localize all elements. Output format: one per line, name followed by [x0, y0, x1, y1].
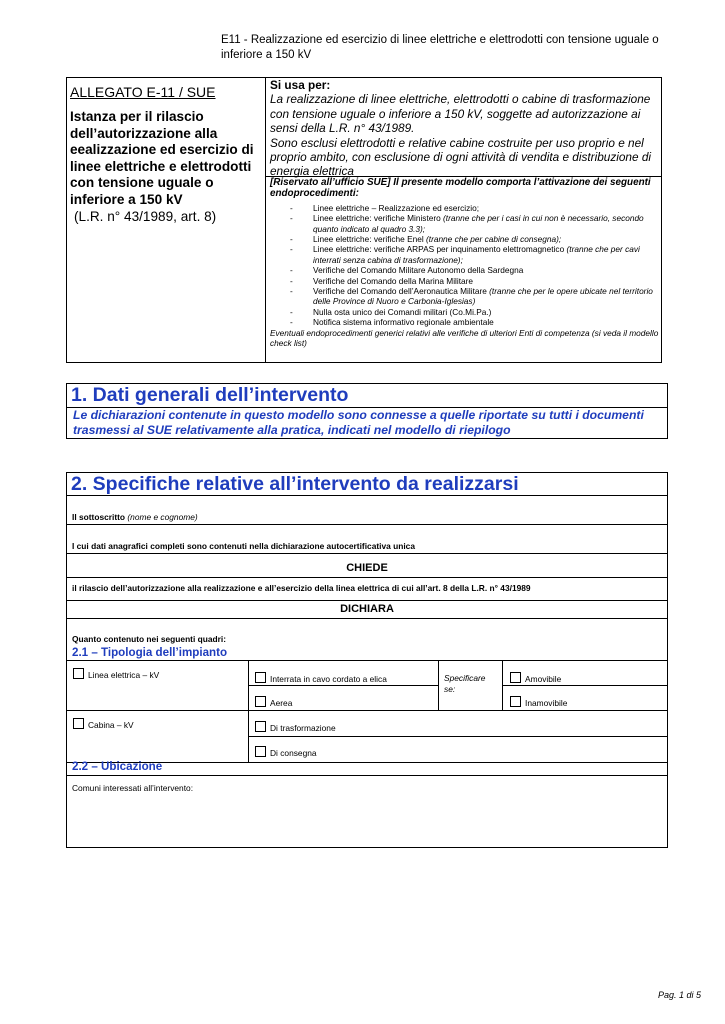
cabina-option[interactable]	[73, 718, 134, 730]
trasformazione-option[interactable]	[255, 721, 336, 733]
endoprocedimento-text: Linee elettriche – Realizzazione ed esercizio;	[313, 202, 480, 213]
aerea-option[interactable]	[255, 696, 292, 708]
interrata-label: Interrata in cavo cordato a elica	[270, 674, 387, 684]
consegna-checkbox[interactable]	[255, 746, 266, 757]
allegato-law: (L.R. n° 43/1989, art. 8)	[74, 208, 217, 224]
endoprocedimento-text: Linee elettriche: verifiche Enel	[313, 234, 426, 245]
section-1-text: Le dichiarazioni contenute in questo modello sono connesse a quelle riportate su tutti i documenti trasmessi al SUE relativamente alla pratica, indicati nel modello di riepilogo	[73, 408, 644, 438]
inamovibile-checkbox[interactable]	[510, 696, 521, 707]
section-2-title: 2. Specifiche relative all’intervento da realizzarsi	[71, 473, 519, 495]
aerea-checkbox[interactable]	[255, 696, 266, 707]
endoprocedimento-item	[270, 244, 660, 265]
endoprocedimento-text: Linee elettriche: verifiche ARPAS per inquinamento elettromagnetico	[313, 244, 567, 255]
page-header	[221, 33, 671, 63]
endoprocedimento-text: Nulla osta unico dei Comandi militari (Co.Mi.Pa.)	[313, 306, 492, 317]
endoprocedimento-note: (tranne che per le opere ubicate nel territorio delle Province di Nuoro e Carbonia-Iglesias)	[313, 286, 653, 307]
allegato-code: ALLEGATO E-11 / SUE	[70, 84, 216, 100]
dichiara-heading: DICHIARA	[340, 603, 394, 615]
endoprocedimento-note: (tranne che per cabine di consegna);	[426, 234, 562, 245]
consegna-option[interactable]	[255, 746, 317, 758]
endoprocedimento-item	[270, 265, 660, 275]
riservato-heading: [Riservato all’ufficio SUE] Il presente modello comporta l’attivazione dei seguenti endoprocedimenti:	[270, 177, 651, 200]
header-line-2: inferiore a 150 kV	[221, 49, 312, 61]
sottoscritto-field[interactable]	[72, 512, 198, 522]
endoprocedimento-text: Notifica sistema informativo regionale ambientale	[313, 317, 494, 328]
sottoscritto-label: Il sottoscritto	[72, 512, 126, 522]
anagrafici-text: I cui dati anagrafici completi sono contenuti nella dichiarazione autocertificativa unica	[72, 541, 415, 551]
endoprocedimento-text: Linee elettriche: verifiche Ministero	[313, 213, 444, 224]
trasformazione-checkbox[interactable]	[255, 721, 266, 732]
endoprocedimento-item	[270, 307, 660, 317]
riservato-footer: Eventuali endoprocedimenti generici relativi alle verifiche di ulteriori Enti di competenza (si veda il modello check list)	[270, 327, 659, 349]
amovibile-checkbox[interactable]	[510, 672, 521, 683]
trasformazione-label: Di trasformazione	[270, 723, 336, 733]
cabina-checkbox[interactable]	[73, 718, 84, 729]
section-1-title: 1. Dati generali dell’intervento	[71, 384, 349, 406]
inamovibile-option[interactable]	[510, 696, 567, 708]
inamovibile-label: Inamovibile	[525, 698, 568, 708]
page-number: Pag. 1 di 5	[657, 990, 701, 1000]
amovibile-option[interactable]	[510, 672, 561, 684]
linea-elettrica-label: Linea elettrica – kV	[88, 670, 160, 680]
allegato-left-column	[70, 84, 262, 225]
endoprocedimento-item	[270, 213, 660, 234]
endoprocedimento-item	[270, 234, 660, 244]
si-usa-heading: Si usa per:	[270, 78, 331, 92]
endoprocedimento-text: Verifiche del Comando dell’Aeronautica Militare	[313, 286, 490, 297]
rilascio-text: il rilascio dell’autorizzazione alla realizzazione e all’esercizio della linea elettrica di cui all’art. 8 della L.R. n° 43/1989	[72, 583, 531, 593]
endoprocedimento-item	[270, 276, 660, 286]
endoprocedimento-text: Verifiche del Comando Militare Autonomo della Sardegna	[313, 265, 524, 276]
endoprocedimento-text: Verifiche del Comando della Marina Militare	[313, 275, 474, 286]
endoprocedimento-item	[270, 203, 660, 213]
si-usa-block	[270, 78, 660, 179]
allegato-title: Istanza per il rilascio dell’autorizzazione alla eealizzazione ed esercizio di linee elettriche e elettrodotti con tensione uguale o inferiore a 150 kV	[70, 109, 254, 207]
aerea-label: Aerea	[270, 698, 293, 708]
quanto-text: Quanto contenuto nei seguenti quadri:	[72, 634, 227, 644]
consegna-label: Di consegna	[270, 748, 317, 758]
linea-elettrica-checkbox[interactable]	[73, 668, 84, 679]
subsection-2-1-title: 2.1 – Tipologia dell’impianto	[72, 646, 228, 659]
comuni-field[interactable]: Comuni interessati all’intervento:	[72, 783, 194, 793]
header-line-1: E11 - Realizzazione ed esercizio di linee elettriche e elettrodotti con tensione uguale o	[221, 34, 659, 46]
endoprocedimento-note: (tranne che per cavi interrati senza cabina di trasformazione);	[313, 244, 640, 265]
cabina-label: Cabina – kV	[88, 720, 134, 730]
riservato-block	[270, 177, 660, 349]
sottoscritto-note: (nome e cognome)	[127, 512, 198, 522]
chiede-heading: CHIEDE	[346, 562, 388, 574]
specificare-label: Specificare se:	[444, 673, 486, 694]
endoprocedimento-note: (tranne che per i casi in cui non è necessario, secondo quanto indicato al quadro 3.3);	[313, 213, 644, 234]
interrata-checkbox[interactable]	[255, 672, 266, 683]
amovibile-label: Amovibile	[525, 674, 562, 684]
linea-elettrica-option[interactable]	[73, 668, 159, 680]
endoprocedimenti-list	[270, 203, 660, 328]
interrata-option[interactable]	[255, 672, 387, 684]
si-usa-text-2: Sono esclusi elettrodotti e relative cabine costruite per uso proprio e nel proprio ambito, con esclusione di ogni attività di vendita e distribuzione di energia elettrica	[270, 135, 651, 179]
endoprocedimento-item	[270, 286, 660, 307]
si-usa-text-1: La realizzazione di linee elettriche, elettrodotti o cabine di trasformazione con tensione uguale o inferiore a 150 kV, soggette ad autorizzazione ai sensi della L.R. n° 43/1989.	[270, 92, 651, 136]
endoprocedimento-item	[270, 317, 660, 327]
subsection-2-2-title: 2.2 – Ubicazione	[72, 760, 163, 773]
